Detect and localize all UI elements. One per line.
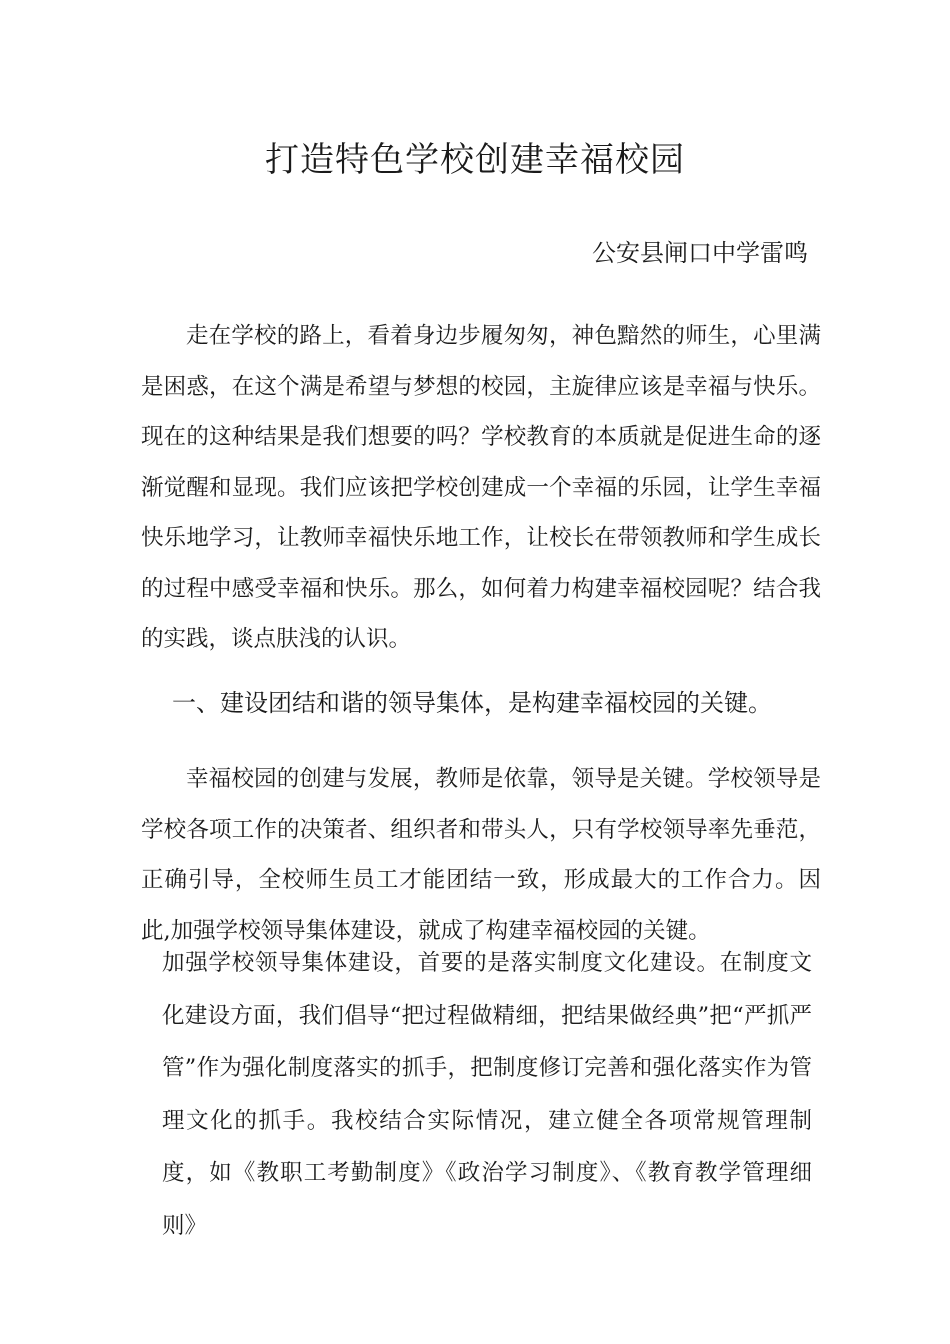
section-paragraph-continued: 加强学校领导集体建设，首要的是落实制度文化建设。在制度文化建设方面，我们倡导“把过程做精细，把结果做经典”把“严抓严管”作为强化制度落实的抓手，把制度修订完善和强化落实作为管理文化的抓手。我校结合实际情况，建立健全各项常规管理制度，如《教职工考勤制度》《政治学习制度》、《教育教学管理细则》 [162, 950, 812, 1239]
section-paragraph: 幸福校园的创建与发展，教师是依靠，领导是关键。学校领导是学校各项工作的决策者、组织者和带头人，只有学校领导率先垂范，正确引导，全校师生员工才能团结一致，形成最大的工作合力。因此,加强学校领导集体建设，就成了构建幸福校园的关键。 [141, 766, 821, 944]
document-author: 公安县闸口中学雷鸣 [592, 239, 808, 267]
section-heading: 一、建设团结和谐的领导集体，是构建幸福校园的关键。 [172, 689, 772, 717]
document-title: 打造特色学校创建幸福校园 [265, 140, 685, 180]
intro-paragraph: 走在学校的路上，看着身边步履匆匆，神色黯然的师生，心里满是困惑，在这个满是希望与梦想的校园，主旋律应该是幸福与快乐。现在的这种结果是我们想要的吗？学校教育的本质就是促进生命的逐渐觉醒和显现。我们应该把学校创建成一个幸福的乐园，让学生幸福快乐地学习，让教师幸福快乐地工作，让校长在带领教师和学生成长的过程中感受幸福和快乐。那么，如何着力构建幸福校园呢？结合我的实践，谈点肤浅的认识。 [141, 323, 821, 652]
